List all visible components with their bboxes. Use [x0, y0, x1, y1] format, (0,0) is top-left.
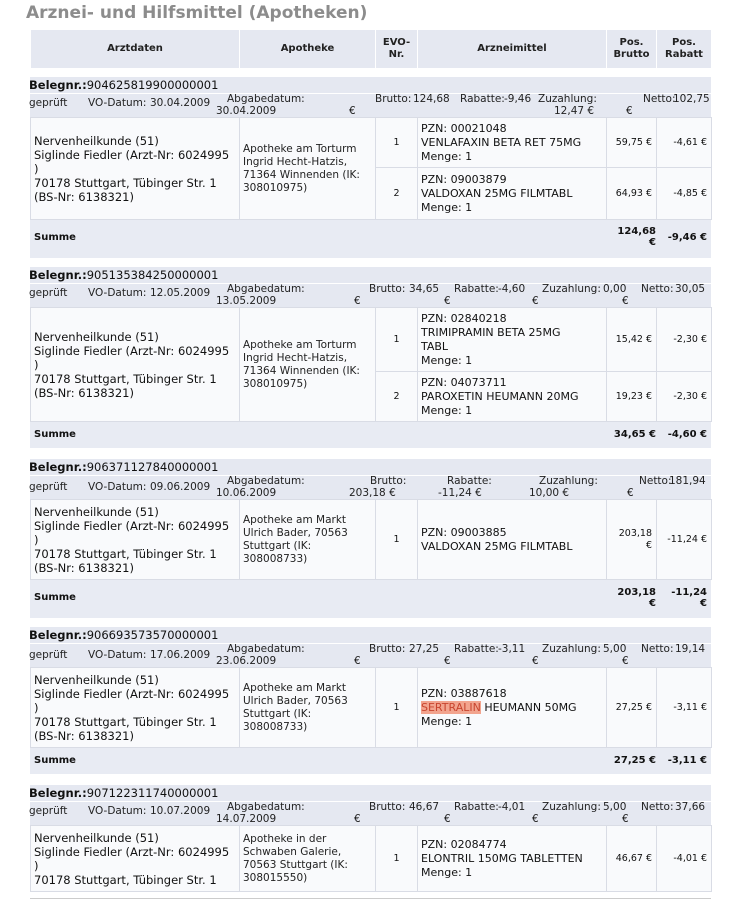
netto-value: 30,05: [675, 283, 706, 295]
abgabedatum: 10.06.2009: [216, 487, 277, 499]
summe-brutto: 124,68 €: [617, 226, 656, 248]
brutto-value: 46,67: [409, 801, 440, 813]
brutto-value: 124,68: [413, 93, 450, 105]
medication-cell: PZN: 09003885 VALDOXAN 25MG FILMTABL: [418, 500, 607, 580]
summe-label: Summe: [34, 232, 76, 243]
rabatte-value: -3,11: [498, 643, 526, 655]
vo-datum: 17.06.2009: [150, 649, 211, 661]
vo-datum: 30.04.2009: [150, 97, 211, 109]
arzt-cell: Nervenheilkunde (51) Siglinde Fiedler (Arzt-Nr: 6024995 ) 70178 Stuttgart, Tübinger Str. 1 (BS-Nr: 6138321): [31, 500, 240, 580]
arzt-cell: Nervenheilkunde (51) Siglinde Fiedler (Arzt-Nr: 6024995 ) 70178 Stuttgart, Tübinger Str. 1 (BS-Nr: 6138321): [31, 308, 240, 422]
beleg-header: Belegnr.:906371127840000001 geprüft VO-Datum: 09.06.2009 Abgabedatum: 10.06.2009 Brutto: 203,18 € Rabatte: -11,24 € Zuzahlung: 10,00 € Netto: 181,94 €: [30, 459, 711, 499]
pos-rabatt: -4,01 €: [657, 826, 712, 892]
pos-rabatt: -4,85 €: [657, 168, 712, 220]
evo-nr: 2: [376, 372, 418, 422]
col-arzneimittel: Arzneimittel: [418, 30, 607, 68]
abgabedatum: 13.05.2009: [216, 295, 277, 307]
beleg-number: 904625819900000001: [86, 78, 219, 92]
beleg-number: 907122311740000001: [86, 786, 219, 800]
medication-cell: PZN: 00021048 VENLAFAXIN BETA RET 75MG Menge: 1: [418, 118, 607, 168]
divider: [30, 898, 711, 899]
table-row: [31, 308, 712, 372]
position-table: [30, 667, 712, 748]
col-pos-brutto: Pos. Brutto: [607, 30, 657, 68]
summe-row: Summe 27,25 € -3,11 €: [30, 748, 711, 774]
brutto-value: 34,65: [409, 283, 440, 295]
table-row: [31, 668, 712, 748]
netto-value: 181,94: [669, 475, 706, 487]
zuzahlung-value: 5,00: [603, 643, 627, 655]
zuzahlung-value: 5,00: [603, 801, 627, 813]
evo-nr: 1: [376, 118, 418, 168]
netto-value: 102,75: [673, 93, 710, 105]
zuzahlung-label: Zuzahlung:: [538, 93, 597, 105]
netto-value: 19,14: [675, 643, 706, 655]
pos-rabatt: -2,30 €: [657, 308, 712, 372]
col-apotheke: Apotheke: [240, 30, 376, 68]
zuzahlung-value: 0,00: [603, 283, 627, 295]
evo-nr: 1: [376, 500, 418, 580]
beleg-block: [30, 267, 711, 448]
brutto-value: 27,25: [409, 643, 440, 655]
abgabedatum-label: Abgabedatum:: [227, 93, 305, 105]
apotheke-cell: Apotheke am Torturm Ingrid Hecht-Hatzis, 71364 Winnenden (IK: 308010975): [240, 308, 376, 422]
table-row: [31, 118, 712, 168]
summe-row: [30, 220, 711, 258]
vo-datum-label: VO-Datum:: [88, 97, 147, 109]
column-header: [30, 30, 712, 68]
brutto-label: Brutto:: [375, 93, 412, 105]
zuzahlung-value: 12,47 €: [554, 105, 595, 117]
beleg-block: [30, 77, 711, 258]
apotheke-cell: Apotheke am Markt Ulrich Bader, 70563 Stuttgart (IK: 308008733): [240, 500, 376, 580]
col-arztdaten: Arztdaten: [31, 30, 240, 68]
summe-rabatt: -11,24 €: [671, 587, 707, 609]
zuzahlung-value: 10,00 €: [529, 487, 570, 499]
medication-cell: PZN: 03887618 SERTRALIN HEUMANN 50MG Menge: 1: [418, 668, 607, 748]
pos-brutto: 64,93 €: [607, 168, 657, 220]
beleg-header: Belegnr.:905135384250000001 geprüft VO-Datum: 12.05.2009 Abgabedatum: 13.05.2009 € Brutto: 34,65 € Rabatte: -4,60 € Zuzahlung: 0,00 € Netto: 30,05: [30, 267, 711, 307]
pos-brutto: 19,23 €: [607, 372, 657, 422]
pos-brutto: 46,67 €: [607, 826, 657, 892]
evo-nr: 2: [376, 168, 418, 220]
search-highlight: SERTRALIN: [421, 700, 481, 714]
rabatte-value: -9,46: [504, 93, 532, 105]
evo-nr: 1: [376, 826, 418, 892]
netto-label: Netto:: [643, 93, 676, 105]
arzt-cell: Nervenheilkunde (51) Siglinde Fiedler (Arzt-Nr: 6024995 ) 70178 Stuttgart, Tübinger Str. 1 (BS-Nr: 6138321): [31, 118, 240, 220]
beleg-number: 905135384250000001: [86, 268, 219, 282]
summe-row: Summe 203,18 € -11,24 €: [30, 580, 711, 618]
netto-value: 37,66: [675, 801, 706, 813]
abgabedatum: 30.04.2009: [216, 105, 277, 117]
beleg-number: 906371127840000001: [86, 460, 219, 474]
abgabedatum: 23.06.2009: [216, 655, 277, 667]
col-evo-nr: EVO- Nr.: [376, 30, 418, 68]
evo-nr: 1: [376, 668, 418, 748]
vo-datum: 09.06.2009: [150, 481, 211, 493]
beleg-label: Belegnr.:: [29, 78, 87, 92]
position-table: [30, 499, 712, 580]
pos-brutto: 59,75 €: [607, 118, 657, 168]
pos-brutto: 27,25 €: [607, 668, 657, 748]
pos-rabatt: -2,30 €: [657, 372, 712, 422]
pos-brutto: 15,42 €: [607, 308, 657, 372]
apotheke-cell: Apotheke in der Schwaben Galerie, 70563 Stuttgart (IK: 308015550): [240, 826, 376, 892]
beleg-header: Belegnr.:907122311740000001 geprüft VO-Datum: 10.07.2009 Abgabedatum: 14.07.2009 € Brutto: 46,67 € Rabatte: -4,01 € Zuzahlung: 5,00 € Netto: 37,66: [30, 785, 711, 825]
pos-rabatt: -11,24 €: [657, 500, 712, 580]
beleg-block: [30, 785, 711, 892]
evo-nr: 1: [376, 308, 418, 372]
position-table: [30, 307, 712, 422]
medication-cell: PZN: 09003879 VALDOXAN 25MG FILMTABL Menge: 1: [418, 168, 607, 220]
beleg-block: [30, 627, 711, 774]
summe-rabatt: -9,46 €: [667, 232, 707, 243]
col-pos-rabatt: Pos. Rabatt: [657, 30, 712, 68]
summe-brutto: 34,65 €: [613, 429, 656, 440]
beleg-block: [30, 459, 711, 618]
pos-rabatt: -3,11 €: [657, 668, 712, 748]
summe-row: Summe 34,65 € -4,60 €: [30, 422, 711, 448]
beleg-number: 906693573570000001: [86, 628, 219, 642]
abgabedatum: 14.07.2009: [216, 813, 277, 825]
summe-brutto: 27,25 €: [613, 755, 656, 766]
medication-cell: PZN: 04073711 PAROXETIN HEUMANN 20MG Menge: 1: [418, 372, 607, 422]
table-row: [31, 826, 712, 892]
apotheke-cell: Apotheke am Torturm Ingrid Hecht-Hatzis, 71364 Winnenden (IK: 308010975): [240, 118, 376, 220]
summe-brutto: 203,18 €: [617, 587, 656, 609]
apotheke-cell: Apotheke am Markt Ulrich Bader, 70563 Stuttgart (IK: 308008733): [240, 668, 376, 748]
summe-rabatt: -4,60 €: [667, 429, 707, 440]
position-table: [30, 117, 712, 220]
rabatte-label: Rabatte:: [460, 93, 505, 105]
summe-rabatt: -3,11 €: [667, 755, 707, 766]
beleg-header: Belegnr.:906693573570000001 geprüft VO-Datum: 17.06.2009 Abgabedatum: 23.06.2009 € Brutto: 27,25 € Rabatte: -3,11 € Zuzahlung: 5,00 € Netto: 19,14: [30, 627, 711, 667]
beleg-header: Belegnr.:904625819900000001 geprüft VO-Datum: 30.04.2009 Abgabedatum: 30.04.2009 € Brutto: 124,68 Rabatte: -9,46 Zuzahlung: 12,47 € Netto: 102,75 €: [29, 78, 710, 117]
vo-datum: 10.07.2009: [150, 805, 211, 817]
rabatte-value: -4,60: [498, 283, 526, 295]
rabatte-value: -11,24 €: [438, 487, 482, 499]
rabatte-value: -4,01: [498, 801, 526, 813]
brutto-value: 203,18 €: [349, 487, 396, 499]
table-row: [31, 500, 712, 580]
pos-brutto: 203,18 €: [607, 500, 657, 580]
position-table: [30, 825, 712, 892]
arzt-cell: Nervenheilkunde (51) Siglinde Fiedler (Arzt-Nr: 6024995 ) 70178 Stuttgart, Tübinger Str. 1 (BS-Nr: 6138321): [31, 668, 240, 748]
medication-cell: PZN: 02840218 TRIMIPRAMIN BETA 25MG TABL Menge: 1: [418, 308, 607, 372]
arzt-cell: Nervenheilkunde (51) Siglinde Fiedler (Arzt-Nr: 6024995 ) 70178 Stuttgart, Tübinger Str. 1: [31, 826, 240, 892]
medication-cell: PZN: 02084774 ELONTRIL 150MG TABLETTEN Menge: 1: [418, 826, 607, 892]
status-geprueft: geprüft: [29, 97, 68, 109]
vo-datum: 12.05.2009: [150, 287, 211, 299]
pos-rabatt: -4,61 €: [657, 118, 712, 168]
page-title: Arznei- und Hilfsmittel (Apotheken): [26, 3, 368, 23]
